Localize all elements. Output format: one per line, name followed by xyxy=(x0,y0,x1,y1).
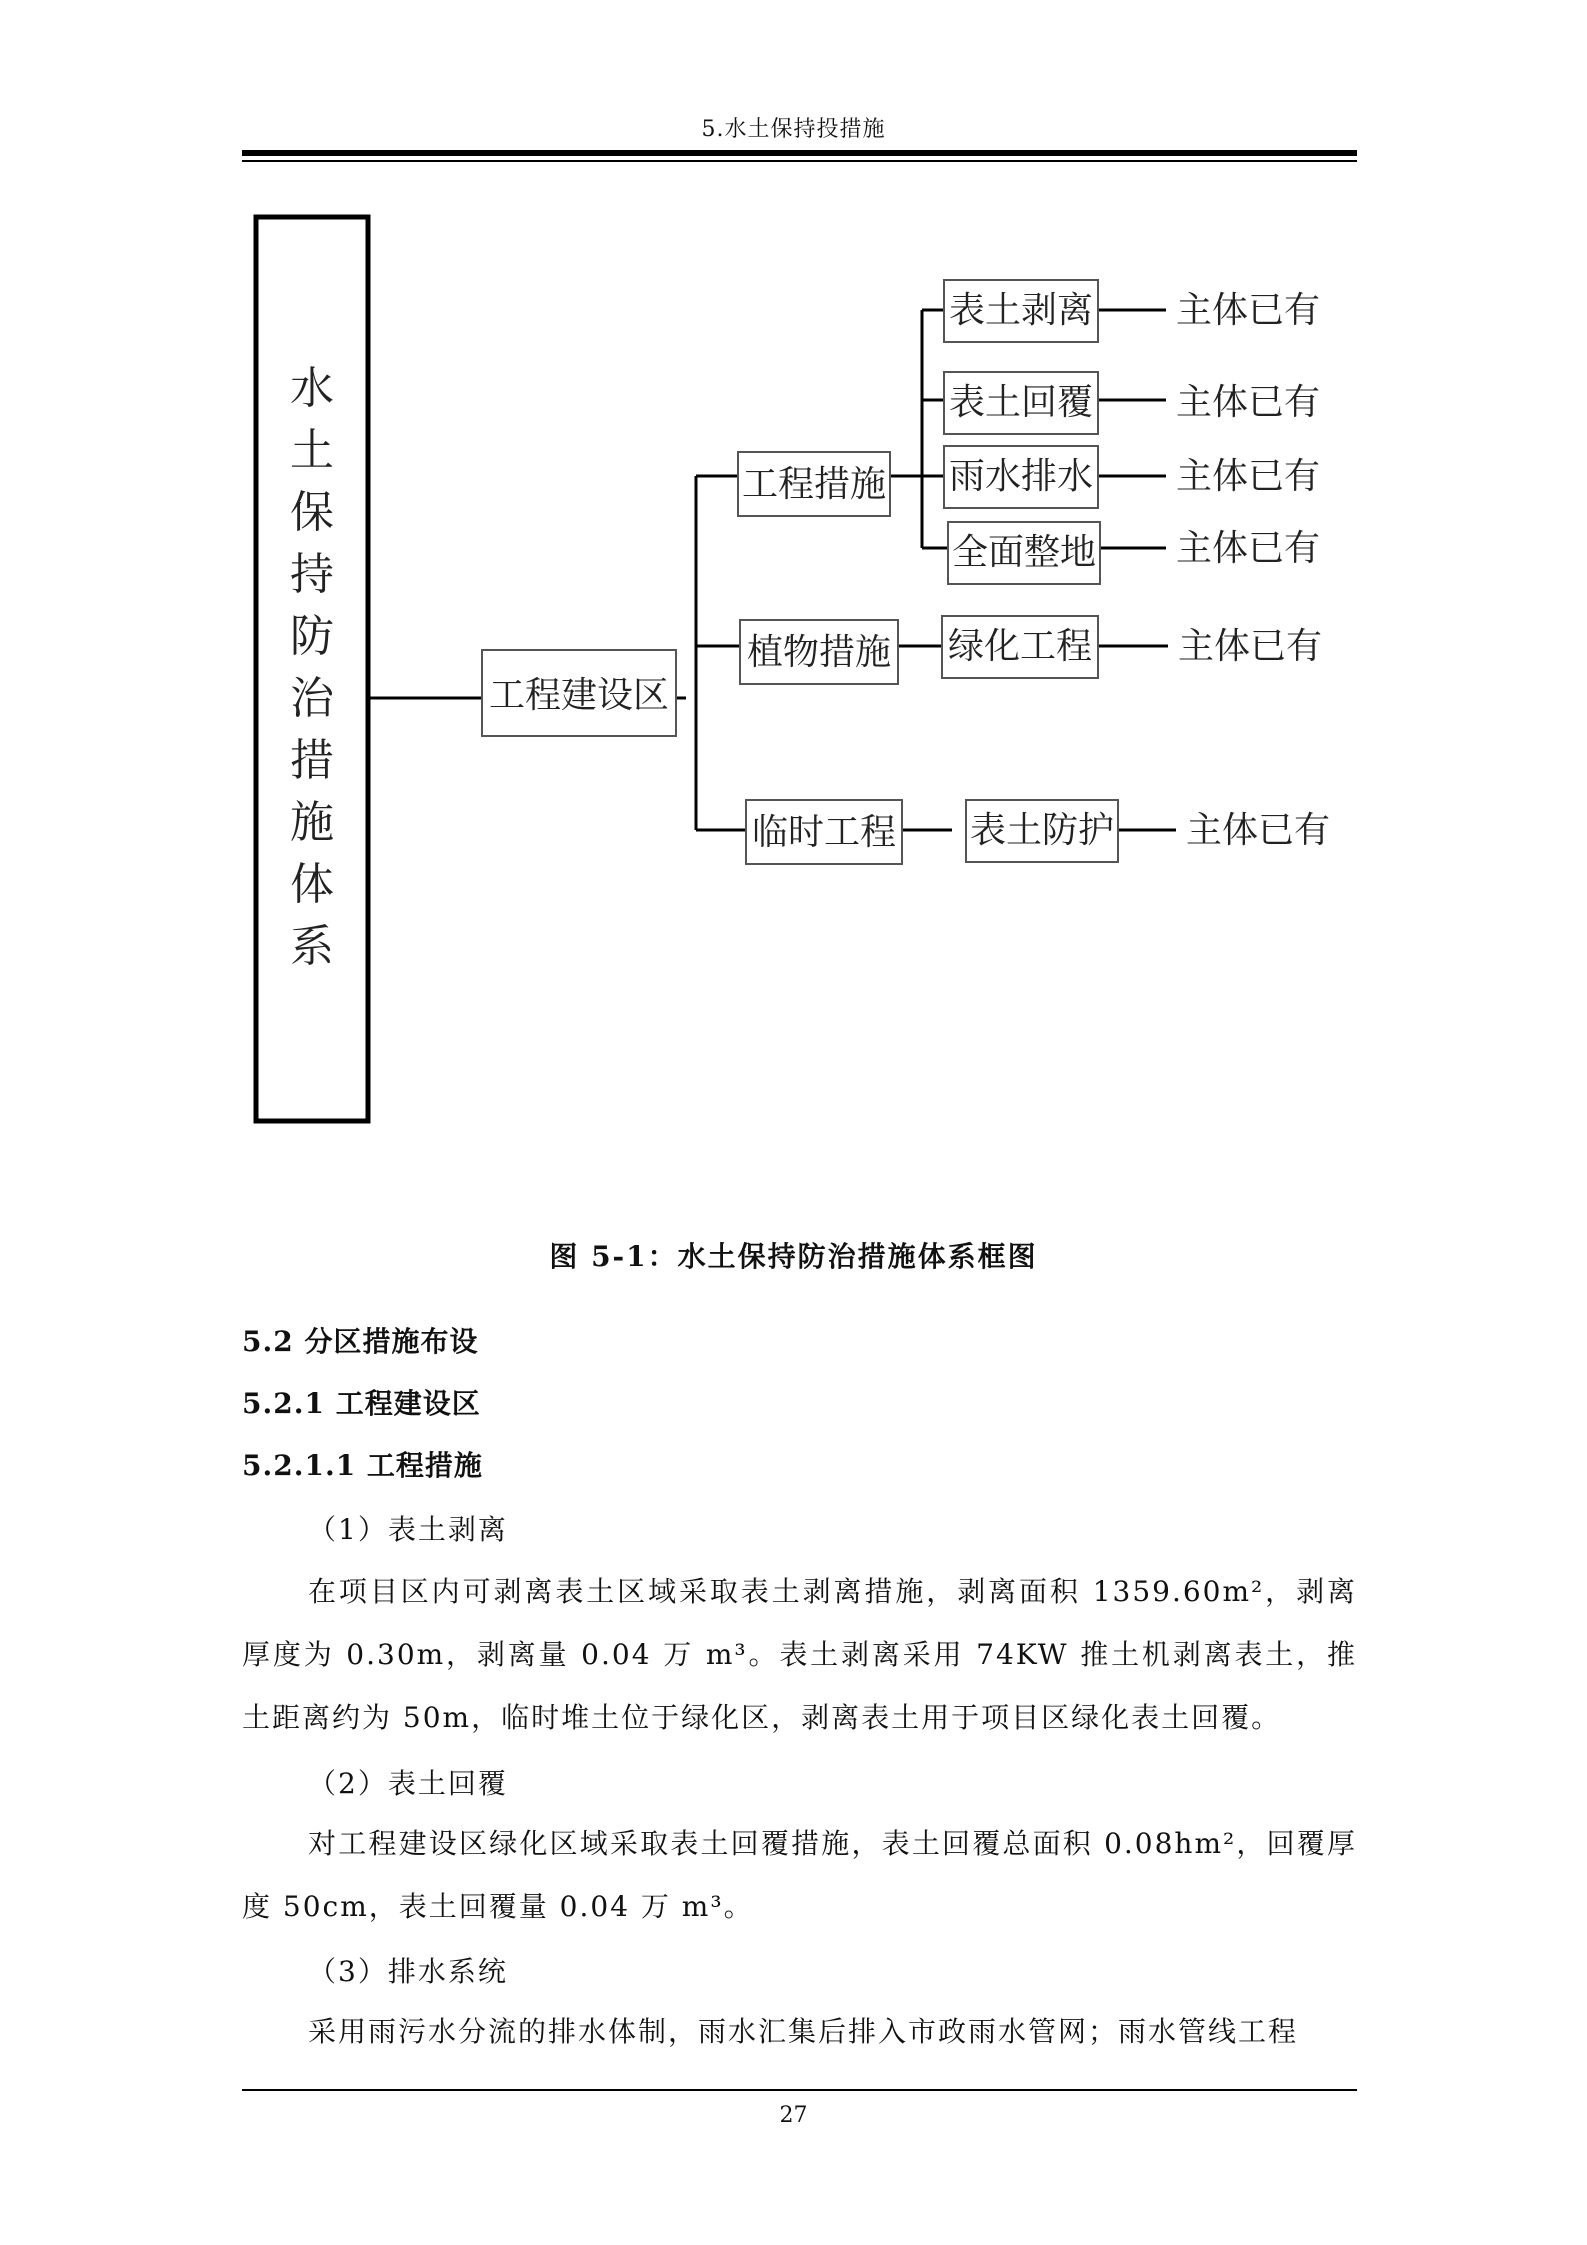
measure-topsoil-stripping: 表土剥离 xyxy=(948,290,1094,331)
status-label: 主体已有 xyxy=(1176,456,1321,497)
paragraph: 采用雨污水分流的排水体制，雨水汇集后排入市政雨水管网；雨水管线工程 xyxy=(308,2015,1299,2048)
footer-rule xyxy=(242,2089,1357,2091)
page-number: 27 xyxy=(779,2103,808,2128)
subsubsection-heading: 5.2.1.1 工程措施 xyxy=(242,1449,483,1482)
section-heading: 5.2 分区措施布设 xyxy=(242,1325,479,1358)
root-char: 持 xyxy=(290,549,334,600)
paragraph: 在项目区内可剥离表土区域采取表土剥离措施，剥离面积 1359.60m²，剥离厚度为 0.30m，剥离量 0.04 万 m³。表土剥离采用 74KW 推土机剥离表土，推土距离约为 50m，临时堆土位于绿化区，剥离表土用于项目区绿化表土回覆。 xyxy=(242,1575,1357,1734)
subsection-heading: 5.2.1 工程建设区 xyxy=(242,1387,481,1420)
root-char: 水 xyxy=(290,363,334,414)
measure-topsoil-protection: 表土防护 xyxy=(969,810,1115,851)
root-char: 措 xyxy=(290,735,334,786)
area-label: 工程建设区 xyxy=(488,675,670,716)
root-char: 保 xyxy=(290,487,334,538)
figure-caption: 图 5-1：水土保持防治措施体系框图 xyxy=(549,1240,1038,1273)
root-char: 防 xyxy=(290,611,334,662)
root-char: 施 xyxy=(290,797,334,848)
root-char: 体 xyxy=(290,859,334,910)
status-label: 主体已有 xyxy=(1176,382,1321,423)
running-header: 5.水土保持投措施 xyxy=(701,117,886,142)
item-title: （1）表土剥离 xyxy=(308,1513,508,1546)
measure-greening: 绿化工程 xyxy=(947,626,1093,667)
status-label: 主体已有 xyxy=(1178,626,1323,667)
item-title: （2）表土回覆 xyxy=(308,1767,508,1800)
root-char: 土 xyxy=(290,425,334,476)
measure-rainwater-drainage: 雨水排水 xyxy=(948,456,1094,497)
status-label: 主体已有 xyxy=(1176,290,1321,331)
status-label: 主体已有 xyxy=(1186,810,1331,851)
category-engineering: 工程措施 xyxy=(741,464,887,505)
measure-topsoil-backfill: 表土回覆 xyxy=(948,382,1094,423)
root-char: 系 xyxy=(290,921,334,972)
status-label: 主体已有 xyxy=(1176,528,1321,569)
root-label xyxy=(290,363,336,972)
measure-land-leveling: 全面整地 xyxy=(951,532,1097,573)
category-temporary: 临时工程 xyxy=(751,812,897,853)
root-char: 治 xyxy=(290,673,334,724)
root-box xyxy=(256,217,368,1121)
category-vegetation: 植物措施 xyxy=(746,632,892,673)
item-title: （3）排水系统 xyxy=(308,1955,508,1988)
paragraph: 对工程建设区绿化区域采取表土回覆措施，表土回覆总面积 0.08hm²，回覆厚度 50cm，表土回覆量 0.04 万 m³。 xyxy=(242,1827,1357,1923)
